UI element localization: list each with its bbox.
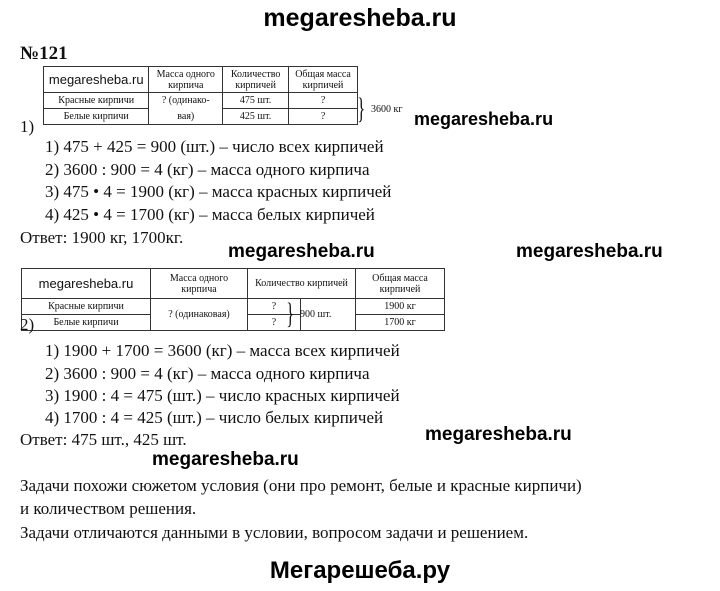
row-name: Красные кирпичи [22,299,151,315]
brace-icon: } [357,92,366,125]
table-part1 [43,66,358,125]
header-total: Общая масса кирпичей [356,269,445,299]
site-watermark: megaresheba.ru [152,449,299,470]
step: 3) 475 • 4 = 1900 (кг) – масса красных кирпичей [45,182,392,201]
conclusion-line: Задачи похожи сюжетом условия (они про ремонт, белые и красные кирпичи) [20,476,582,495]
conclusion-line: и количеством решения. [20,499,197,518]
brace-value: 3600 кг [371,104,403,115]
cell-total: ? [289,109,358,125]
part-label: 2) [20,315,35,334]
brace-value: 900 шт. [300,309,332,320]
cell-total: 1700 кг [356,315,445,331]
answer: Ответ: 475 шт., 425 шт. [20,430,187,449]
cell-count: ? [248,315,301,331]
step: 1) 1900 + 1700 = 3600 (кг) – масса всех кирпичей [45,341,400,360]
site-watermark: megaresheba.ru [414,109,554,129]
conclusion-line: Задачи отличаются данными в условии, вопросом задачи и решением. [20,523,529,542]
cell-mass: вая) [149,109,223,125]
cell-total: 1900 кг [356,299,445,315]
step: 2) 3600 : 900 = 4 (кг) – масса одного кирпича [45,160,370,179]
site-watermark-bottom: Мегарешеба.ру [269,557,451,584]
step: 2) 3600 : 900 = 4 (кг) – масса одного кирпича [45,364,370,383]
cell-count: 475 шт. [223,93,289,109]
cell-count: 425 шт. [223,109,289,125]
cell-total: ? [289,93,358,109]
row-name: Белые кирпичи [22,315,151,331]
brace-icon: } [286,297,295,330]
cell-mass: ? (одинаковая) [151,299,248,331]
header-mass: Масса одного кирпича [149,67,223,93]
cell-mass: ? (одинако- [149,93,223,109]
problem-number: №121 [20,43,68,64]
step: 3) 1900 : 4 = 475 (шт.) – число красных кирпичей [45,386,400,405]
header-count: Количество кирпичей [248,269,356,299]
answer: Ответ: 1900 кг, 1700кг. [20,228,184,247]
part-label: 1) [20,117,35,136]
row-name: Красные кирпичи [44,93,149,109]
step: 4) 1700 : 4 = 425 (шт.) – число белых кирпичей [45,408,384,427]
header-count: Количество кирпичей [223,67,289,93]
header-total: Общая масса кирпичей [289,67,358,93]
table-watermark: megaresheba.ru [44,67,149,93]
site-watermark-top: megaresheba.ru [263,4,457,32]
step: 4) 425 • 4 = 1700 (кг) – масса белых кирпичей [45,205,375,224]
cell-count: ? [248,299,301,315]
step: 1) 475 + 425 = 900 (шт.) – число всех кирпичей [45,137,384,156]
table-part2 [21,268,445,331]
site-watermark: megaresheba.ru [516,241,663,262]
row-name: Белые кирпичи [44,109,149,125]
site-watermark: megaresheba.ru [425,424,572,445]
site-watermark: megaresheba.ru [228,241,375,262]
header-mass: Масса одного кирпича [151,269,248,299]
table-watermark: megaresheba.ru [22,269,151,299]
